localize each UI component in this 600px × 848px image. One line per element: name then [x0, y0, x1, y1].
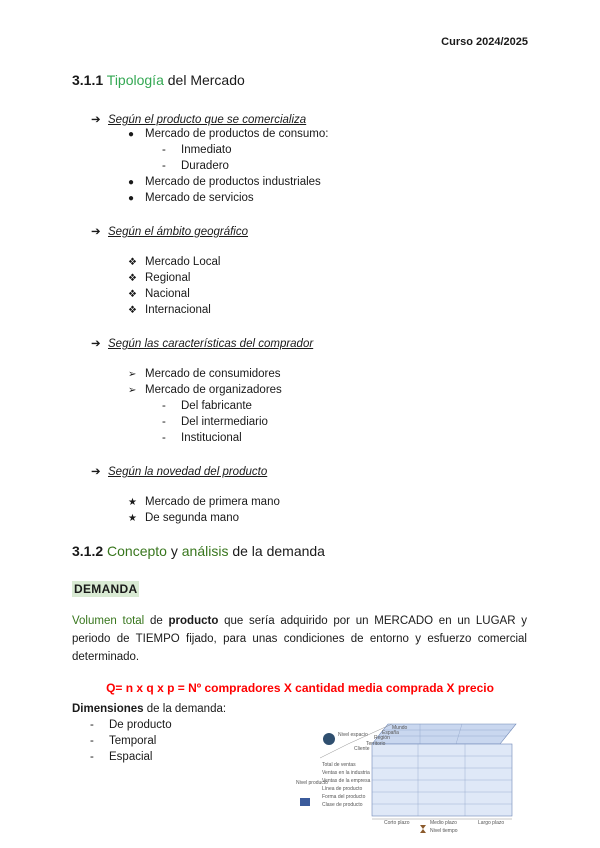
- sub-item-text: Institucional: [181, 432, 242, 444]
- list-item-text: Mercado de primera mano: [145, 496, 280, 508]
- section-heading-demanda: [72, 543, 325, 559]
- list-item: [128, 192, 254, 204]
- list-item: [128, 288, 190, 300]
- section-word: y: [170, 543, 178, 559]
- time-level-label: Corto plazo: [384, 820, 410, 826]
- space-level-label: Territorio: [366, 741, 386, 747]
- list-item: [128, 176, 321, 188]
- dimensiones-title-rest: de la demanda:: [143, 703, 227, 715]
- demand-dimensions-figure: [292, 722, 520, 834]
- list-item: [90, 719, 172, 731]
- definition-highlight: Volumen total: [72, 615, 145, 627]
- sub-item: [162, 144, 232, 156]
- group-geografico-heading: [91, 224, 248, 238]
- section-title-highlight: Tipología: [106, 72, 164, 88]
- sub-item-text: Del fabricante: [181, 400, 252, 412]
- list-item-text: Mercado Local: [145, 256, 221, 268]
- list-item-text: De producto: [109, 719, 172, 731]
- list-item: [128, 128, 328, 140]
- bullet-icon: ●: [128, 129, 135, 140]
- list-item-text: Internacional: [145, 304, 211, 316]
- diamond-icon: ❖: [128, 257, 137, 268]
- list-item: [90, 735, 156, 747]
- diamond-icon: ❖: [128, 273, 137, 284]
- dash-icon: -: [90, 751, 94, 763]
- dash-icon: -: [162, 432, 166, 444]
- nivel-espacio-label: Nivel espacio: [338, 732, 368, 738]
- section-title-rest: del Mercado: [167, 72, 245, 88]
- nivel-producto-label: Nivel producto: [296, 780, 328, 786]
- sub-item: [162, 400, 252, 412]
- space-level-label: Mundo: [392, 725, 408, 731]
- list-item: [128, 272, 190, 284]
- group-title: Según el producto que se comercializa: [108, 114, 307, 126]
- list-item-text: Mercado de consumidores: [145, 368, 281, 380]
- star-icon: ★: [128, 497, 137, 508]
- bullet-icon: ●: [128, 193, 135, 204]
- sub-item-text: Duradero: [181, 160, 229, 172]
- list-item-text: Mercado de productos industriales: [145, 176, 321, 188]
- definition-text: que sería adquirido por un MERCADO en un LUGAR y periodo de TIEMPO fijado, para unas condiciones de entorno y esfuerzo comercial determinado.: [72, 615, 527, 663]
- dimensiones-title-bold: Dimensiones: [72, 703, 144, 715]
- arrow-icon: ➔: [91, 226, 101, 238]
- definition-bold: producto: [168, 615, 219, 627]
- group-novedad-heading: [91, 464, 267, 478]
- section-number: 3.1.1: [72, 72, 104, 88]
- list-item-text: De segunda mano: [145, 512, 239, 524]
- group-title: Según el ámbito geográfico: [108, 226, 249, 238]
- arrow-icon: ➔: [91, 114, 101, 126]
- product-level-label: Línea de producto: [322, 786, 363, 792]
- diamond-icon: ❖: [128, 305, 137, 316]
- section-word: análisis: [181, 543, 229, 559]
- product-level-label: Forma del producto: [322, 794, 366, 800]
- list-item: [128, 256, 220, 268]
- section-number: 3.1.2: [72, 543, 104, 559]
- list-item-text: Espacial: [109, 751, 153, 763]
- demanda-label: DEMANDA: [74, 582, 138, 596]
- list-item: [128, 368, 281, 380]
- sub-item-text: Inmediato: [181, 144, 232, 156]
- product-level-label: Ventas en la industria: [322, 770, 370, 776]
- sub-item: [162, 416, 268, 428]
- dash-icon: -: [162, 400, 166, 412]
- list-item-text: Mercado de organizadores: [145, 384, 282, 396]
- definition-text: de: [144, 615, 169, 627]
- nivel-tiempo-label: Nivel tiempo: [430, 828, 458, 834]
- space-level-label: Región: [374, 735, 390, 741]
- list-item: [128, 496, 280, 508]
- section-heading-tipologia: [72, 72, 245, 88]
- arrow-icon: ➔: [91, 338, 101, 350]
- list-item-text: Temporal: [109, 735, 157, 747]
- chevron-icon: ➢: [128, 385, 137, 396]
- course-label: Curso 2024/2025: [441, 36, 528, 48]
- dash-icon: -: [162, 144, 166, 156]
- arrow-icon: ➔: [91, 466, 101, 478]
- space-level-label: Cliente: [354, 746, 370, 752]
- section-word: de la demanda: [232, 543, 325, 559]
- diamond-icon: ❖: [128, 289, 137, 300]
- space-level-label: España: [382, 730, 399, 736]
- computer-icon: [300, 798, 310, 806]
- list-item-text: Nacional: [145, 288, 190, 300]
- list-item-text: Regional: [145, 272, 191, 284]
- dash-icon: -: [90, 735, 94, 747]
- dash-icon: -: [162, 416, 166, 428]
- bullet-icon: ●: [128, 177, 135, 188]
- group-producto-heading: [91, 112, 306, 126]
- list-item: [128, 384, 282, 396]
- list-item-text: Mercado de productos de consumo:: [145, 128, 329, 140]
- product-level-label: Total de ventas: [322, 762, 356, 768]
- group-title: Según las características del comprador: [108, 338, 314, 350]
- dash-icon: -: [162, 160, 166, 172]
- group-title: Según la novedad del producto: [108, 466, 268, 478]
- sub-item: [162, 160, 229, 172]
- product-level-label: Clase de producto: [322, 802, 363, 808]
- sub-item-text: Del intermediario: [181, 416, 268, 428]
- chevron-icon: ➢: [128, 369, 137, 380]
- demanda-definition: [72, 612, 527, 666]
- sub-item: [162, 432, 242, 444]
- list-item-text: Mercado de servicios: [145, 192, 254, 204]
- list-item: [90, 751, 152, 763]
- globe-icon: [323, 733, 335, 745]
- list-item: [128, 304, 211, 316]
- product-level-label: Ventas de la empresa: [322, 778, 371, 784]
- dash-icon: -: [90, 719, 94, 731]
- dimensiones-heading: [72, 703, 226, 715]
- time-level-label: Largo plazo: [478, 820, 505, 826]
- section-word: Concepto: [107, 543, 167, 559]
- group-comprador-heading: [91, 336, 313, 350]
- demand-formula: Q= n x q x p = Nº compradores X cantidad media comprada X precio: [106, 681, 494, 695]
- time-level-label: Medio plazo: [430, 820, 457, 826]
- list-item: [128, 512, 239, 524]
- star-icon: ★: [128, 513, 137, 524]
